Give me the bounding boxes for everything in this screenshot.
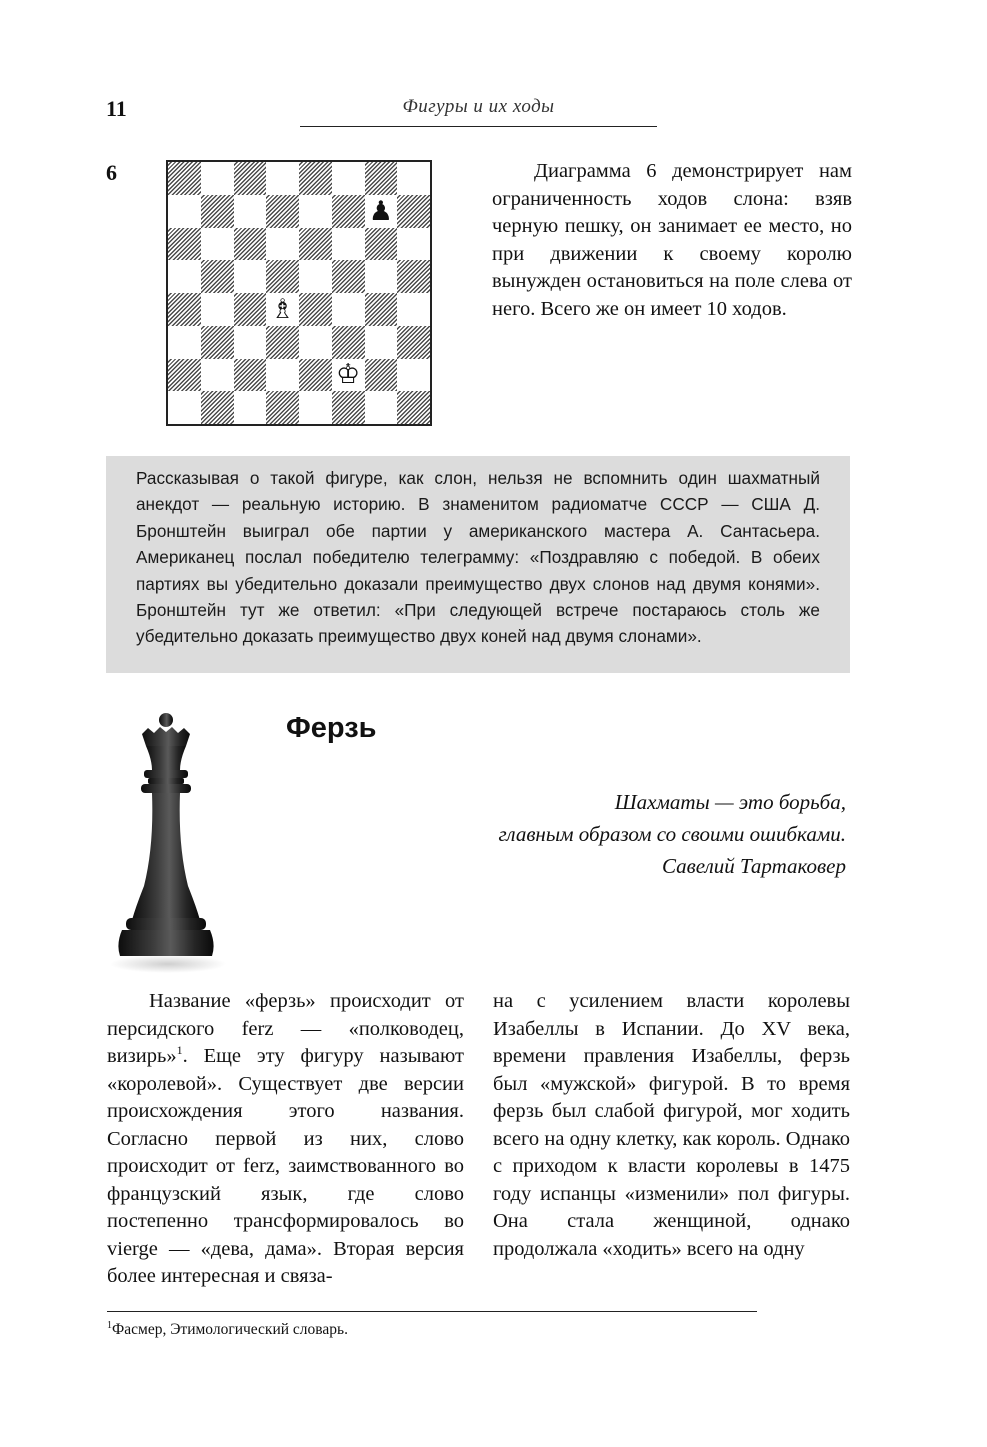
board-square — [397, 260, 430, 293]
board-square — [397, 195, 430, 228]
footnote-reference: 1 — [176, 1043, 183, 1058]
board-square — [266, 326, 299, 359]
white-king-icon: ♔ — [336, 359, 361, 391]
board-square — [332, 391, 365, 424]
board-square — [332, 293, 365, 326]
chess-board-diagram — [166, 160, 432, 426]
board-square — [168, 195, 201, 228]
anecdote-text: Рассказывая о такой фигуре, как слон, нельзя не вспомнить один шахматный анекдот — реальную историю. В знаменитом радиоматче СССР — США Д. Бронштейн выиграл обе партии у американского мастера А. Сантасьера. Американец послал победителю телеграмму: «Поздравляю с победой. В обеих партиях вы убедительно доказали преимущество двух слонов над двумя конями». Бронштейн тут же ответил: «При следующей встрече постараюсь столь же убедительно доказать преимущество двух коней над двумя слонами». — [136, 468, 820, 647]
black-pawn-icon: ♟ — [368, 195, 393, 227]
board-square — [234, 228, 267, 261]
board-square — [234, 359, 267, 392]
board-square — [201, 228, 234, 261]
board-square — [332, 162, 365, 195]
board-square — [365, 228, 398, 261]
epigraph-line-2: главным образом со своими ошибками. — [498, 822, 846, 846]
board-square — [201, 326, 234, 359]
board-square — [365, 391, 398, 424]
board-square — [332, 326, 365, 359]
board-square — [168, 162, 201, 195]
running-title: Фигуры и их ходы — [402, 96, 555, 117]
footnote — [107, 1320, 348, 1339]
board-square — [234, 391, 267, 424]
board-square — [201, 359, 234, 392]
footnote-text: Фасмер, Этимологический словарь. — [112, 1321, 348, 1339]
board-square — [397, 162, 430, 195]
board-square — [168, 260, 201, 293]
board-square — [365, 260, 398, 293]
board-square — [266, 162, 299, 195]
board-square — [168, 326, 201, 359]
board-square — [234, 293, 267, 326]
board-square — [201, 260, 234, 293]
header-rule — [300, 126, 657, 127]
page-number: 11 — [106, 96, 127, 121]
body-text-part-2: . Еще эту фигуру называют «королевой». Существует две версии происхождения этого названия. Согласно первой из них, слово происходит от ferz, заимствованного во французский язык, где слово постепенно трансформировалось во vierge — «дева, дама». Вторая версия более интересная и связа- — [107, 1045, 464, 1287]
queen-piece-image — [108, 706, 228, 974]
board-square — [201, 293, 234, 326]
board-square — [365, 162, 398, 195]
board-square — [299, 162, 332, 195]
board-square — [365, 195, 398, 228]
epigraph — [380, 786, 846, 882]
board-square — [234, 326, 267, 359]
board-square — [168, 228, 201, 261]
board-square — [168, 359, 201, 392]
board-square — [266, 293, 299, 326]
epigraph-line-1: Шахматы — это борьба, — [614, 790, 846, 814]
anecdote-box — [106, 456, 850, 673]
white-bishop-icon: ♗ — [270, 293, 295, 325]
board-square — [332, 228, 365, 261]
epigraph-author: Савелий Тартаковер — [662, 854, 846, 878]
board-square — [266, 391, 299, 424]
diagram-caption: Диаграмма 6 демонстрирует нам ограниченность ходов слона: взяв черную пешку, он занимает ее место, но при движении к своему королю вынужден остановиться на поле слева от него. Всего же он имеет 10 ходов. — [492, 160, 852, 320]
board-square — [299, 195, 332, 228]
body-column-left — [107, 988, 464, 1291]
board-square — [168, 293, 201, 326]
board-square — [266, 228, 299, 261]
board-square — [234, 162, 267, 195]
board-square — [201, 162, 234, 195]
board-square — [365, 326, 398, 359]
board-square — [397, 228, 430, 261]
board-square — [266, 195, 299, 228]
board-square — [299, 260, 332, 293]
board-square — [299, 293, 332, 326]
board-square — [168, 391, 201, 424]
board-square — [234, 260, 267, 293]
section-title: Ферзь — [286, 712, 377, 744]
board-square — [266, 359, 299, 392]
board-square — [234, 195, 267, 228]
body-text-part-1: Название «ферзь» происходит от персидского ferz — «полководец, визирь» — [107, 990, 464, 1067]
board-square — [332, 195, 365, 228]
diagram-number: 6 — [106, 160, 117, 185]
board-square — [397, 326, 430, 359]
board-square — [299, 391, 332, 424]
board-square — [365, 359, 398, 392]
body-column-right: на с усилением власти королевы Изабеллы в Испании. До XV века, времени правления Изабеллы, ферзь был «мужской» фигурой. В то время ферзь был слабой фигурой, мог ходить всего на одну клетку, как король. Однако с приходом к власти королевы в 1475 году испанцы «изменили» пол фигуры. Она стала женщиной, однако продолжала «ходить» всего на одну — [493, 990, 850, 1260]
board-square — [397, 359, 430, 392]
board-square — [365, 293, 398, 326]
board-square — [299, 228, 332, 261]
footnote-marker: 1 — [107, 1320, 112, 1331]
board-square — [397, 391, 430, 424]
footnote-rule — [107, 1311, 757, 1312]
board-square — [201, 195, 234, 228]
board-square — [201, 391, 234, 424]
board-square — [266, 260, 299, 293]
board-square — [332, 260, 365, 293]
board-square — [299, 359, 332, 392]
board-square — [397, 293, 430, 326]
board-square — [332, 359, 365, 392]
board-square — [299, 326, 332, 359]
